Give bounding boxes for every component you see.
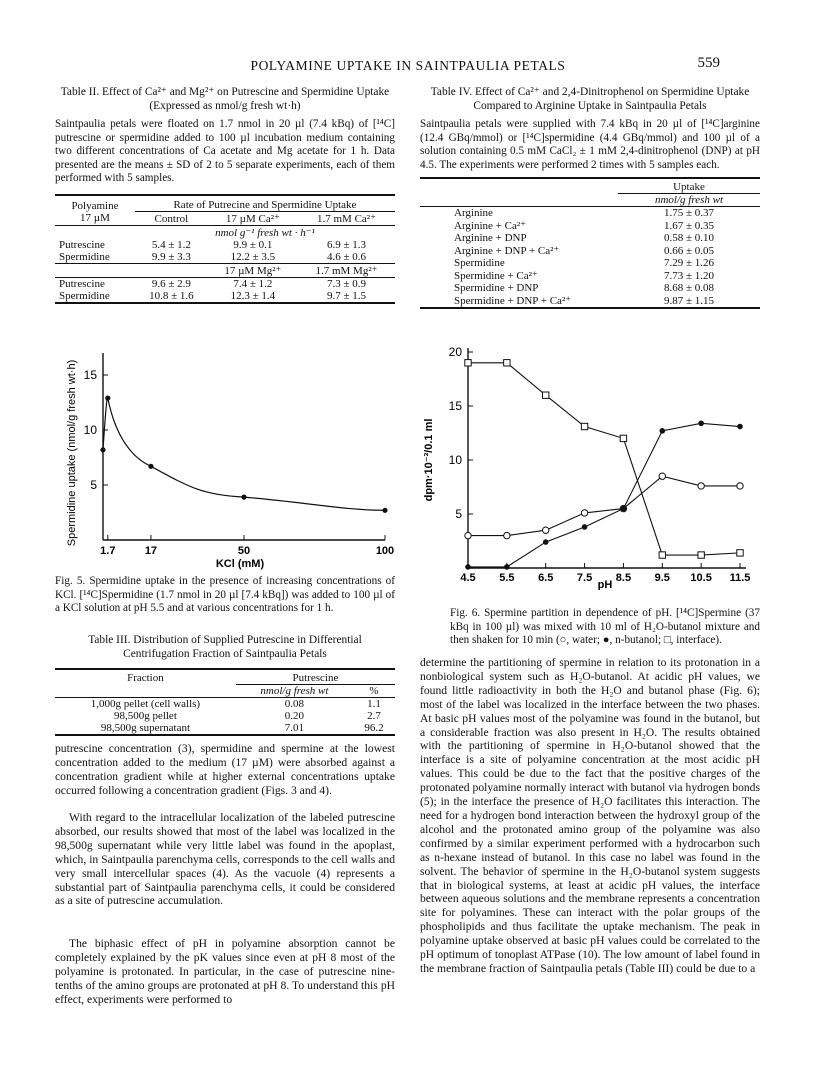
fig5-data-point [105, 396, 110, 401]
table2-col-ca2: 1.7 mM Ca²⁺ [317, 213, 376, 225]
fig5-x-tick-label: 50 [237, 545, 251, 557]
fig5-data-point [148, 464, 153, 469]
fig6-point-water [504, 532, 510, 538]
fig6-point-interface [504, 360, 510, 366]
fig6-point-interface [698, 552, 704, 558]
fig6-point-butanol [465, 564, 471, 570]
table2-col-control: Control [154, 212, 189, 225]
fig5-y-tick-label: 15 [83, 368, 97, 382]
table2-description: Saintpaulia petals were floated on 1.7 nmol in 20 µl (7.4 kBq) of [¹⁴C] putrescine or spermidine added to 100 µl incubation medium containing two different concentrations of Ca acetate and Mg acetate for 1 h. Data presented are the means ± SD of 2 to 5 separate experiments, each of them performed with 5 samples. [55, 118, 395, 185]
table-row: Spermidine 7.29 ± 1.26 [454, 257, 715, 269]
fig6-y-tick-label: 5 [455, 507, 462, 521]
running-title: POLYAMINE UPTAKE IN SAINTPAULIA PETALS [250, 58, 566, 73]
table-row: Putrescine 5.4 ± 1.2 9.9 ± 0.1 6.9 ± 1.3 [59, 239, 366, 251]
table2-unit-row: nmol g⁻¹ fresh wt · h⁻¹ [215, 227, 315, 239]
fig6-point-water [659, 473, 665, 479]
fig6-x-tick-label: 9.5 [654, 572, 670, 584]
fig5-data-point [100, 447, 105, 452]
table3-pct: % [369, 685, 379, 697]
fig6-y-tick-label: 20 [448, 345, 462, 359]
fig6-point-interface [737, 550, 743, 556]
table2-col-polyamine: Polyamine [71, 200, 119, 212]
figure-5-chart [55, 345, 395, 570]
fig6-point-water [581, 510, 587, 516]
table3 [55, 668, 395, 736]
fig6-point-water [465, 532, 471, 538]
fig6-point-butanol [737, 424, 743, 430]
figure-6-chart [420, 340, 760, 590]
fig6-point-interface [620, 435, 626, 441]
fig6-series-line-interface [468, 363, 740, 555]
right-paragraph-1: determine the partitioning of spermine in relation to its protonation in a nonbiological system such as H₂O-butanol. At acidic pH values, we found little radioactivity in both the H₂O and butanol phase (Fig. 6); most of the label was localized in the interface between the two phases. At basic pH values most of the polyamine was found in the butanol, but a considerable fraction was also present in H₂O. The results obtained with the partitioning of spermine in H₂O-butanol showed that the interface is a site of polyamine concentration at the most acidic pH values. This could be due to the fact that the positive charges of the protonated polyamine normally interact with butanol via hydrogen bonds (5); in the interface the presence of H₂O facilitates this interaction. The need for a hydrogen bond interaction between the hydroxyl group of the alcohol and the protonated amino group of the polyamine was also confirmed by a similar experiment performed with a hydrocarbon such as n-hexane instead of butanol. In this case no label was found in the solvent. The behavior of spermine in the H₂O-butanol system suggests that in biological systems, at least at acidic pH values, the interface between aqueous solutions and the membrane represents a concentration site for polyamines. These can interact with the polar groups of the phospholipids and thus facilitate the uptake mechanism. The peak in polyamine uptake observed at basic pH values could be correlated to the pH optimum of tonoplast ATPase (10). The low amount of label found in the membrane fraction of Saintpaulia petals (Table III) could be due to a [420, 656, 760, 975]
page-number: 559 [697, 55, 720, 71]
fig6-point-butanol [504, 564, 510, 570]
fig5-ylabel: Spermidine uptake (nmol/g fresh wt·h) [66, 359, 78, 547]
left-paragraph-1: putrescine concentration (3), spermidine and spermine at the lowest concentration added to the medium (17 µM) were absorbed against a concentration gradient while at higher external concentrations uptake occurred following a concentration gradient (Figs. 3 and 4). [55, 742, 395, 797]
fig5-y-tick-label: 10 [83, 423, 97, 437]
table-row: Spermidine + Ca²⁺ 7.73 ± 1.20 [454, 269, 715, 282]
fig6-point-water [543, 527, 549, 533]
fig6-point-butanol [698, 420, 704, 426]
fig5-x-tick-label: 1.7 [100, 545, 116, 557]
table-row: Arginine + DNP 0.58 ± 0.10 [454, 232, 715, 244]
table3-col-fraction: Fraction [127, 672, 164, 685]
table4-title: Table IV. Effect of Ca²⁺ and 2,4-Dinitrophenol on Spermidine Uptake Compared to Arginine Uptake in Saintpaulia Petals [430, 86, 750, 112]
fig5-caption: Fig. 5. Spermidine uptake in the presence of increasing concentrations of KCl. [¹⁴C]Spermidine (1.7 nmol in 20 µl [7.4 kBq]) was added to 100 µl of a KCl solution at pH 5.5 and at various concentrations for 1 h. [55, 575, 395, 615]
table3-unit: nmol/g fresh wt [260, 685, 329, 697]
fig6-point-butanol [621, 506, 627, 512]
fig5-series-line [103, 398, 385, 511]
table-row: Arginine 1.75 ± 0.37 [420, 207, 760, 220]
table-row: Spermidine 9.9 ± 3.3 12.2 ± 3.5 4.6 ± 0.6 [59, 251, 366, 263]
table4-col-uptake: Uptake [618, 178, 760, 194]
table-row: Spermidine 10.8 ± 1.6 12.3 ± 1.4 9.7 ± 1.5 [59, 290, 366, 302]
table2-col-group: Rate of Putrecine and Spermidine Uptake [135, 195, 395, 212]
table-row: Putrescine 9.6 ± 2.9 7.4 ± 1.2 7.3 ± 0.9 [55, 278, 395, 291]
table-row: Spermidine + DNP + Ca²⁺ 9.87 ± 1.15 [454, 294, 715, 307]
fig6-point-butanol [582, 524, 588, 530]
fig6-point-butanol [659, 428, 665, 434]
fig6-ylabel: dpm·10⁻³/0.1 ml [423, 418, 435, 502]
table3-col-putrescine: Putrescine [236, 669, 395, 685]
fig6-x-tick-label: 10.5 [690, 572, 712, 584]
fig6-x-tick-label: 5.5 [499, 572, 515, 584]
fig6-xlabel: pH [597, 579, 613, 590]
fig6-y-tick-label: 15 [448, 399, 462, 413]
table-row: Arginine + Ca²⁺ 1.67 ± 0.35 [454, 219, 715, 232]
fig5-x-tick-label: 17 [144, 545, 158, 557]
fig6-point-water [698, 483, 704, 489]
left-paragraph-3: The biphasic effect of pH in polyamine absorption cannot be completely explained by the pK values since even at pH 8 most of the polyamine is protonated. In particular, in the case of putrescine nine-tenths of the amino groups are protonated at pH 8. To understand this pH effect, experiments were performed to [55, 937, 395, 1006]
fig6-point-interface [581, 423, 587, 429]
table2-title: Table II. Effect of Ca²⁺ and Mg²⁺ on Putrescine and Spermidine Uptake (Expressed as nmol/g fresh wt·h) [60, 86, 390, 112]
fig6-point-interface [543, 392, 549, 398]
left-paragraph-2: With regard to the intracellular localization of the labeled putrescine absorbed, our results showed that most of the label was localized in the 98,500g supernatant while very little label was found in the apoplast, which, in Saintpaulia parenchyma cells, corresponds to the cell walls and very small intercellular spaces (4). As the vacuole (4) represents a substantial part of Saintpaulia parenchyma cells, it could be considered as a site of putrescine accumulation. [55, 811, 395, 908]
fig6-point-butanol [543, 539, 549, 545]
fig5-data-point [382, 508, 387, 513]
fig5-x-tick-label: 100 [375, 545, 395, 557]
fig5-data-point [241, 495, 246, 500]
fig6-caption: Fig. 6. Spermine partition in dependence of pH. [¹⁴C]Spermine (37 kBq in 100 µl) was mixed with 10 ml of H₂O-butanol mixture and then shaken for 10 min (○, water; ●, n-butanol; □, interface). [450, 607, 760, 647]
fig6-x-tick-label: 11.5 [729, 572, 751, 584]
table2-col-mg2: 1.7 mM Mg²⁺ [315, 265, 378, 277]
fig6-x-tick-label: 6.5 [538, 572, 554, 584]
fig6-x-tick-label: 8.5 [615, 572, 632, 584]
table-row: Arginine + DNP + Ca²⁺ 0.66 ± 0.05 [454, 244, 715, 257]
fig6-series-line-nbutanol [468, 423, 740, 567]
fig6-point-water [737, 483, 743, 489]
fig6-x-tick-label: 4.5 [460, 572, 476, 584]
fig6-point-interface [465, 360, 471, 366]
table4-unit: nmol/g fresh wt [654, 194, 724, 206]
table-row: 1,000g pellet (cell walls) 0.08 1.1 [55, 698, 395, 711]
fig6-point-interface [659, 552, 665, 558]
table2-col-ca1: 17 µM Ca²⁺ [225, 213, 280, 225]
fig6-y-tick-label: 10 [448, 453, 462, 467]
table2 [55, 194, 395, 304]
table4 [420, 177, 760, 309]
table3-title: Table III. Distribution of Supplied Putrescine in Differential Centrifugation Fraction of Saintpaulia Petals [88, 634, 362, 660]
fig5-xlabel: KCl (mM) [215, 558, 265, 570]
table-row: 98,500g supernatant 7.01 96.2 [100, 722, 384, 734]
table-row: Spermidine + DNP 8.68 ± 0.08 [454, 282, 715, 294]
fig5-y-tick-label: 5 [90, 478, 97, 492]
table2-col-polyamine-conc: 17 µM [80, 212, 110, 224]
table2-col-mg1: 17 µM Mg²⁺ [224, 265, 282, 277]
table4-description: Saintpaulia petals were supplied with 7.4 kBq in 20 µl of [¹⁴C]arginine (12.4 GBq/mmol) or [¹⁴C]spermidine (4.4 GBq/mmol) and 100 µl of a solution containing 0.5 mM CaCl₂ ± 1 mM 2,4-dinitrophenol (DNP) at pH 4.5. The experiments were performed 2 times with 5 samples each. [420, 118, 760, 171]
fig6-x-tick-label: 7.5 [576, 572, 593, 584]
table-row: 98,500g pellet 0.20 2.7 [113, 710, 381, 722]
